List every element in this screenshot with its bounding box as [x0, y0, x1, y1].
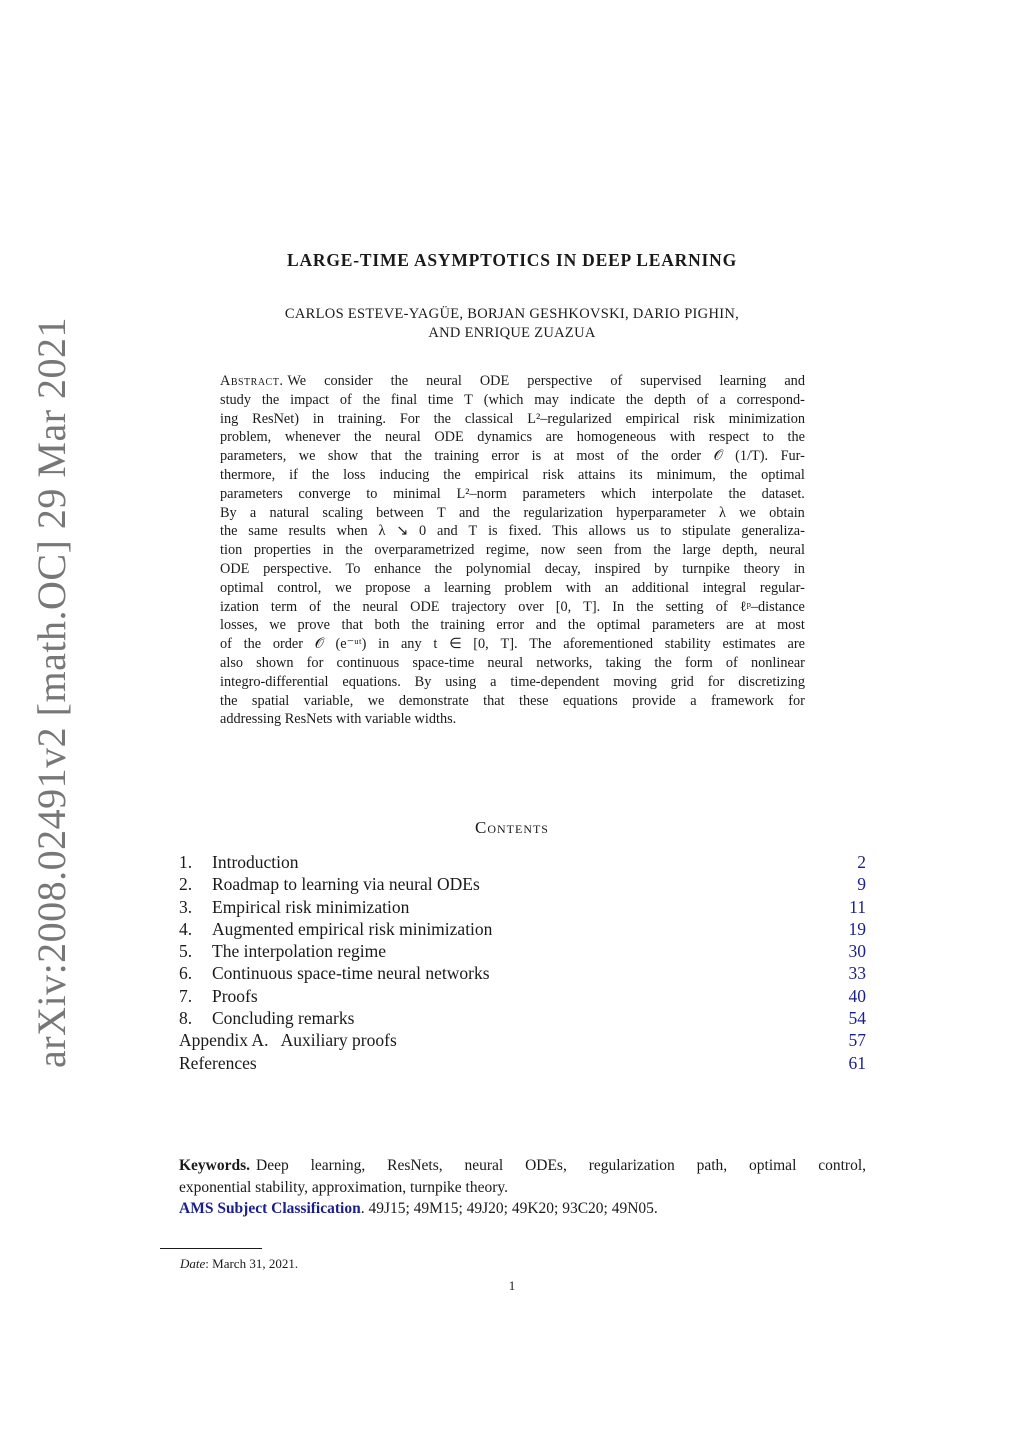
toc-entry-title: Continuous space-time neural networks: [212, 963, 490, 984]
toc-entry-title: Appendix A. Auxiliary proofs: [179, 1030, 397, 1051]
toc-entry-augmented-risk[interactable]: [179, 919, 866, 941]
toc-entry-number: 5.: [179, 941, 193, 962]
toc-entry-title: Augmented empirical risk minimization: [212, 918, 493, 939]
toc-page-link[interactable]: 19: [848, 918, 866, 939]
abstract-line: parameters converge to minimal L²–norm parameters which interpolate the dataset.: [220, 485, 805, 502]
toc-entry-introduction[interactable]: [179, 852, 866, 874]
page-number: 1: [508, 1278, 516, 1293]
toc-entry-number: 2.: [179, 874, 193, 895]
keywords-label: Keywords.: [179, 1157, 251, 1174]
abstract-line: losses, we prove that both the training error and the optimal parameters are at most: [220, 617, 805, 634]
abstract: [220, 372, 805, 729]
toc-entry-number: 7.: [179, 985, 193, 1006]
contents-heading: Contents: [474, 818, 549, 837]
toc-entry-title: Empirical risk minimization: [212, 896, 410, 917]
footnote-rule: [160, 1248, 262, 1249]
abstract-line: thermore, if the loss inducing the empirical risk attains its minimum, the optimal: [220, 466, 805, 483]
abstract-text: We consider the neural ODE perspective of supervised learning and: [287, 373, 805, 389]
toc-page-link[interactable]: 57: [848, 1030, 866, 1051]
toc-page-link[interactable]: 30: [848, 941, 866, 962]
toc-entry-number: 3.: [179, 896, 193, 917]
toc-entry-title: Proofs: [212, 985, 258, 1006]
toc-page-link[interactable]: 40: [848, 985, 866, 1006]
abstract-line: the spatial variable, we demonstrate that these equations provide a framework for: [220, 692, 805, 709]
toc-entry-title: Roadmap to learning via neural ODEs: [212, 874, 480, 895]
keywords: [179, 1155, 866, 1199]
toc-entry-number: 6.: [179, 963, 193, 984]
abstract-line: also shown for continuous space-time neural networks, taking the form of nonlinear: [220, 654, 805, 671]
toc-entry-number: 4.: [179, 918, 193, 939]
abstract-line: By a natural scaling between T and the regularization hyperparameter λ we obtain: [220, 504, 805, 521]
footnote-date: [180, 1256, 298, 1272]
ams-codes: . 49J15; 49M15; 49J20; 49K20; 93C20; 49N05.: [360, 1200, 658, 1217]
abstract-line: optimal control, we propose a learning problem with an additional integral regular-: [220, 579, 805, 596]
author-line-1: CARLOS ESTEVE-YAGÜE, BORJAN GESHKOVSKI, DARIO PIGHIN,: [284, 306, 740, 322]
toc-entry-continuous[interactable]: [179, 963, 866, 985]
toc-entry-title: References: [179, 1052, 257, 1073]
abstract-line: problem, whenever the neural ODE dynamics are homogeneous with respect to the: [220, 429, 805, 446]
abstract-line: ization term of the neural ODE trajectory over [0, T]. In the setting of ℓᵖ–distance: [220, 598, 805, 615]
date-value: : March 31, 2021.: [205, 1256, 299, 1271]
toc-entry-empirical-risk[interactable]: [179, 897, 866, 919]
toc-entry-interpolation[interactable]: [179, 941, 866, 963]
toc-entry-number: 1.: [179, 852, 193, 872]
abstract-line: addressing ResNets with variable widths.: [220, 711, 457, 728]
author-list: [0, 305, 1024, 343]
paper-title: LARGE-TIME ASYMPTOTICS IN DEEP LEARNING: [287, 250, 737, 270]
toc-page-link[interactable]: 54: [848, 1008, 866, 1029]
abstract-line: [220, 372, 805, 391]
keywords-text: Deep learning, ResNets, neural ODEs, regularization path, optimal control,: [256, 1157, 866, 1174]
table-of-contents: [179, 852, 866, 1075]
toc-entry-concluding[interactable]: [179, 1008, 866, 1030]
abstract-line: tion properties in the overparametrized regime, now seen from the large depth, neural: [220, 542, 805, 559]
date-label: Date: [180, 1256, 206, 1271]
abstract-label: Abstract.: [220, 373, 284, 389]
author-line-2: AND ENRIQUE ZUAZUA: [428, 325, 596, 341]
toc-page-link[interactable]: 61: [848, 1052, 866, 1073]
ams-classification-link[interactable]: AMS Subject Classification: [179, 1200, 361, 1217]
abstract-line: study the impact of the final time T (which may indicate the depth of a correspond-: [220, 391, 805, 408]
toc-entry-references[interactable]: [179, 1053, 866, 1075]
ams-classification: [179, 1200, 658, 1218]
abstract-line: integro-differential equations. By using a time-dependent moving grid for discretizing: [220, 673, 805, 690]
abstract-line: the same results when λ ↘ 0 and T is fixed. This allows us to stipulate generaliza-: [220, 523, 805, 540]
toc-entry-appendix[interactable]: [179, 1030, 866, 1052]
keywords-line-1: [179, 1155, 866, 1177]
abstract-line: ing ResNet) in training. For the classical L²–regularized empirical risk minimization: [220, 410, 805, 427]
toc-page-link[interactable]: 33: [848, 963, 866, 984]
toc-entry-title: The interpolation regime: [212, 941, 386, 962]
keywords-line-2: exponential stability, approximation, turnpike theory.: [179, 1179, 509, 1196]
toc-entry-proofs[interactable]: [179, 986, 866, 1008]
abstract-line: ODE perspective. To enhance the polynomial decay, inspired by turnpike theory in: [220, 560, 805, 577]
toc-entry-number: 8.: [179, 1008, 193, 1029]
toc-page-link[interactable]: 2: [857, 852, 866, 872]
abstract-line: of the order 𝒪 (e⁻ᵘᵗ) in any t ∈ [0, T]. The aforementioned stability estimates are: [220, 636, 805, 653]
toc-entry-title: Introduction: [212, 852, 299, 872]
arxiv-identifier-stamp[interactable]: arXiv:2008.02491v2 [math.OC] 29 Mar 2021: [29, 316, 74, 1068]
toc-page-link[interactable]: 9: [857, 874, 866, 895]
toc-page-link[interactable]: 11: [849, 896, 866, 917]
toc-entry-title: Concluding remarks: [212, 1008, 355, 1029]
abstract-line: parameters, we show that the training error is at most of the order 𝒪 (1/T). Fur-: [220, 448, 805, 465]
toc-entry-roadmap[interactable]: [179, 874, 866, 896]
